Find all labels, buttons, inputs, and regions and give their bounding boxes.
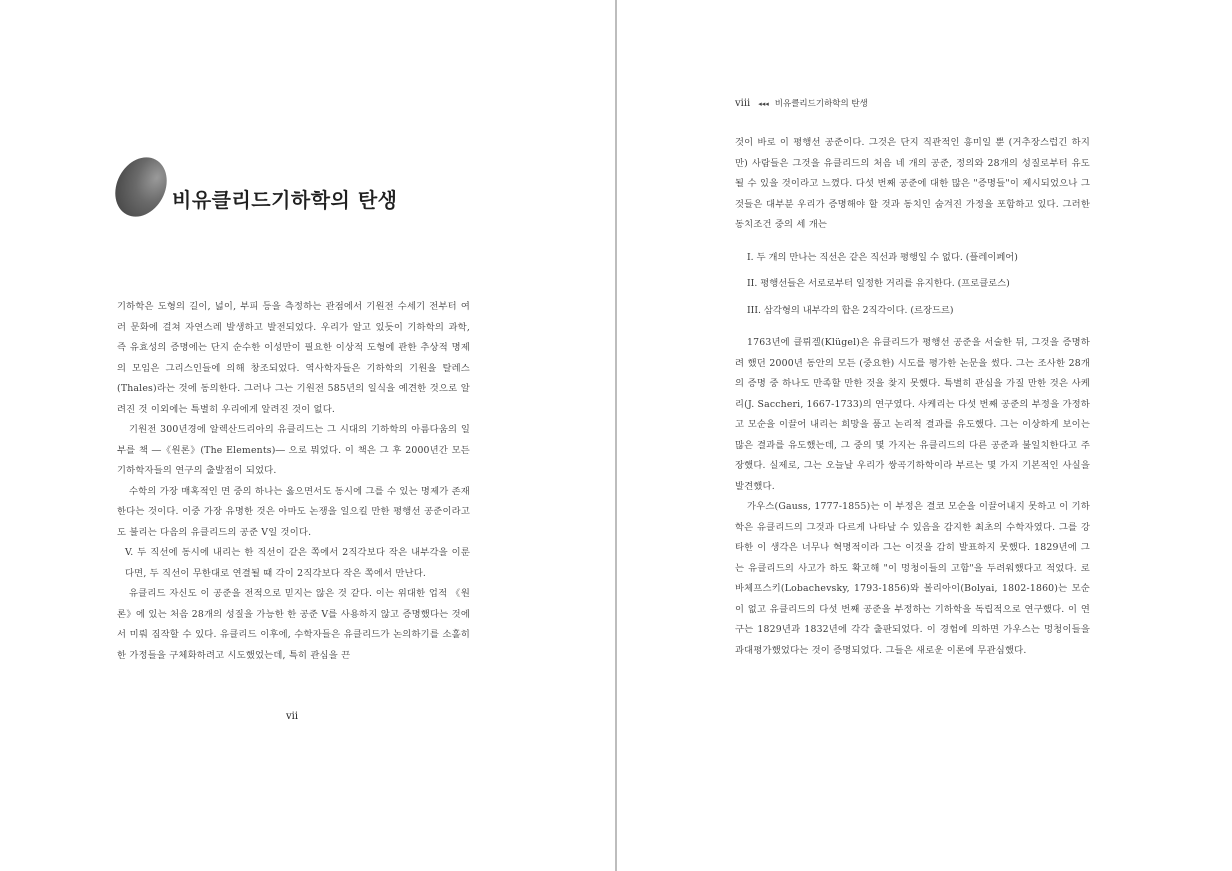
axiom-item: II. 평행선들은 서로로부터 일정한 거리를 유지한다. (프로클로스) — [747, 278, 1010, 289]
paragraph: 1763년에 클뤼겔(Klügel)은 유클리드가 평행선 공준을 서술한 뒤, 그것을 증명하려 했던 2000년 동안의 모든 (중요한) 시도를 평가한 논문을 썼다. 그는 조사한 28개의 증명 중 하나도 만족할 만한 것을 찾지 못했다. 특별히 관심을 가질 만한 것은 사케리(J. Saccheri, 1667-1733)의 연구였다. 사케리는 다섯 번째 공준의 부정을 가정하고 모순을 이끌어 내리는 희망을 품고 논리적 결과를 유도했다. 그는 이상하게 보이는 많은 결과를 유도했는데, 그 중의 몇 가지는 유클리드의 다른 공준과 불일치한다고 주장했다. 실제로, 그는 오늘날 우리가 쌍곡기하학이라 부르는 몇 가지 기본적인 사실을 발견했다. — [735, 337, 1090, 492]
running-head-title: 비유클리드기하학의 탄생 — [774, 99, 868, 109]
page-number: viii — [735, 98, 751, 109]
page-number: vii — [286, 711, 299, 722]
right-page — [617, 0, 1232, 871]
paragraph: 기하학은 도형의 길이, 넓이, 부피 등을 측정하는 관점에서 기원전 수세기 전부터 여러 문화에 걸쳐 자연스레 발생하고 발전되었다. 우리가 알고 있듯이 기하학의 과학, 즉 유효성의 증명에는 단지 순수한 이성만이 필요한 이상적 도형에 관한 추상적 명제의 모임은 그리스인들에 의해 창조되었다. 역사학자들은 기하학의 기원을 탈레스(Thales)라는 것에 동의한다. 그러나 그는 기원전 585년의 일식을 예견한 것으로 알려진 것 이외에는 특별히 우리에게 알려진 것이 없다. — [117, 301, 470, 415]
paragraph: 것이 바로 이 평행선 공준이다. 그것은 단지 직관적인 흥미일 뿐 (거추장스럽긴 하지만) 사람들은 그것을 유클리드의 처음 네 개의 공준, 정의와 28개의 성질로부터 유도될 수 있을 것이라고 느꼈다. 다섯 번째 공준에 대한 많은 "증명들"이 제시되었으나 그것들은 대부분 우리가 증명해야 할 것과 동치인 숨겨진 가정을 포함하고 있다. 그러한 동치조건 중의 세 개는 — [735, 137, 1090, 230]
chapter-ornament-oval — [105, 148, 176, 225]
paragraph: 유클리드 자신도 이 공준을 전적으로 믿지는 않은 것 같다. 이는 위대한 업적 《원론》에 있는 처음 28개의 성질을 가능한 한 공준 V를 사용하지 않고 증명했다는 것에서 미뤄 짐작할 수 있다. 유클리드 이후에, 수학자들은 유클리드가 논의하기를 소홀히 한 가정들을 구체화하려고 시도했었는데, 특히 관심을 끈 — [117, 588, 470, 661]
axiom-item: I. 두 개의 만나는 직선은 같은 직선과 평행일 수 없다. (플레이페어) — [747, 251, 1018, 263]
paragraph: 가우스(Gauss, 1777-1855)는 이 부정은 결코 모순을 이끌어내지 못하고 이 기하학은 유클리드의 그것과 다르게 나타날 수 있음을 감지한 최초의 수학자였다. 그를 강타한 이 생각은 너무나 혁명적이라 그는 이것을 감히 발표하지 못했다. 1829년에 그는 유클리드의 사고가 하도 확고해 "이 멍청이들의 고함"을 두려워했다고 적었다. 로바체프스키(Lobachevsky, 1793-1856)와 볼리아이(Bolyai, 1802-1860)는 모순이 없고 유클리드의 다섯 번째 공준을 부정하는 기하학을 독립적으로 연구했다. 이 연구는 1829년과 1832년에 각각 출판되었다. 이 경험에 의하면 가우스는 멍청이들을 과대평가했었다는 것이 증명되었다. 그들은 새로운 이론에 무관심했다. — [735, 501, 1090, 656]
left-page-body — [117, 297, 470, 666]
left-page — [0, 0, 615, 871]
paragraph: 수학의 가장 매혹적인 면 중의 하나는 옳으면서도 동시에 그를 수 있는 명제가 존재한다는 것이다. 이중 가장 유명한 것은 아마도 논쟁을 일으킬 만한 평행선 공준이라고도 불리는 다음의 유클리드의 공준 V일 것이다. — [117, 485, 470, 538]
postulate-v: V. 두 직선에 동시에 내리는 한 직선이 같은 쪽에서 2직각보다 작은 내부각을 이룬다면, 두 직선이 무한대로 연결될 때 각이 2직각보다 작은 쪽에서 만난다. — [125, 547, 470, 579]
running-head — [735, 97, 868, 109]
triple-arrow-icon: ◂◂◂ — [758, 100, 769, 108]
chapter-title: 비유클리드기하학의 탄생 — [172, 188, 398, 212]
right-page-body — [735, 133, 1090, 661]
paragraph: 기원전 300년경에 알렉산드리아의 유클리드는 그 시대의 기하학의 아름다움의 일부를 책 ―《원론》(The Elements)― 으로 뭐었다. 이 책은 그 후 2000년간 모든 기하학자들의 연구의 출발점이 되었다. — [117, 424, 470, 476]
axiom-item: III. 삼각형의 내부각의 합은 2직각이다. (르장드르) — [747, 304, 954, 316]
